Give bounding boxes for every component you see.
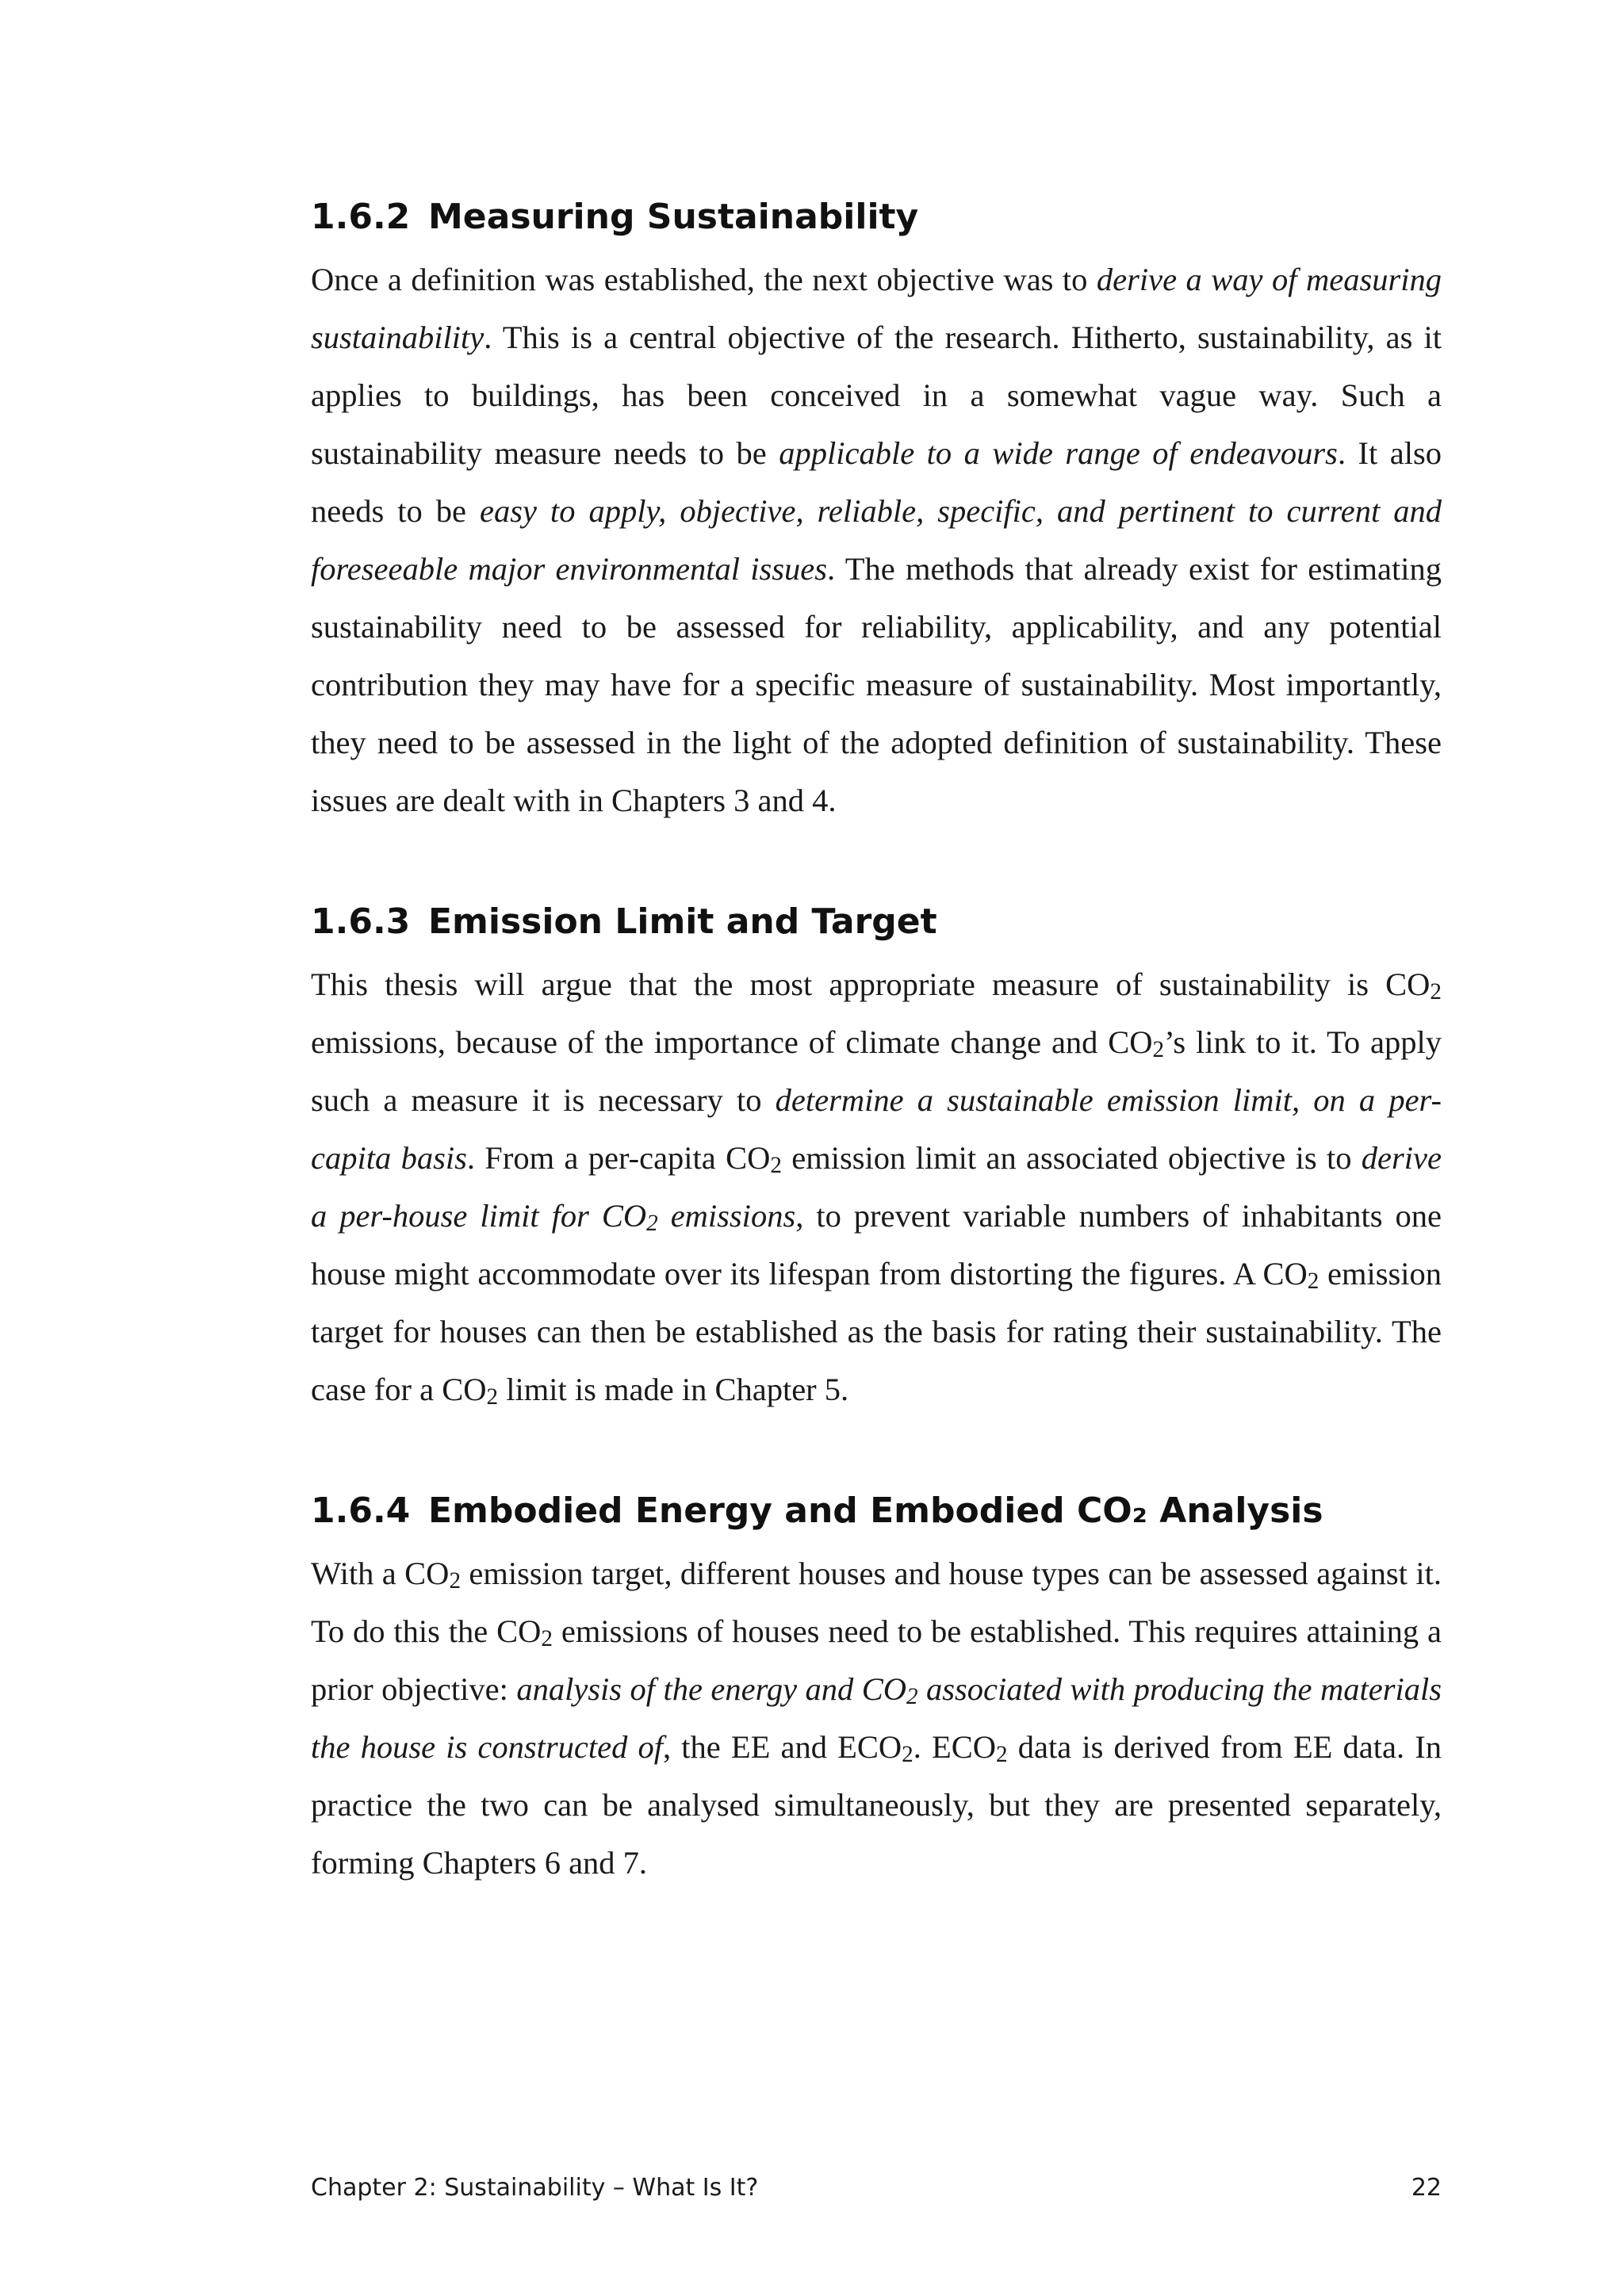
subscript-text: 2	[1430, 979, 1442, 1005]
text-run: emissions, because of the importance of climate change and CO	[311, 1024, 1153, 1060]
italic-text: derive a per-house limit for CO	[311, 1140, 1442, 1234]
section-number: 1.6.3	[311, 901, 411, 942]
page-footer	[311, 2172, 1442, 2204]
subscript-text: 2	[906, 1684, 918, 1710]
section-title: Emission Limit and Target	[428, 901, 937, 942]
footer-chapter-title: Chapter 2: Sustainability – What Is It?	[311, 2174, 759, 2202]
italic-text: emissions	[657, 1198, 796, 1234]
subscript-text: 2	[996, 1742, 1008, 1768]
section-title: Embodied Energy and Embodied CO₂ Analysis	[428, 1490, 1323, 1531]
section-1-6-4	[311, 1487, 1442, 1892]
text-run: , to prevent variable numbers of inhabitants one house might accommodate over its lifespan from distorting the figures. A CO	[311, 1198, 1442, 1292]
section-number: 1.6.2	[311, 197, 411, 237]
section-heading	[311, 1487, 1442, 1535]
text-run: emission target for houses can then be established as the basis for rating their sustainability. The case for a CO	[311, 1256, 1442, 1407]
subscript-text: 2	[486, 1384, 499, 1410]
italic-text: associated with producing the materials the house is constructed of	[311, 1671, 1442, 1765]
text-run: emissions of houses need to be established. This requires attaining a prior objective:	[311, 1613, 1442, 1707]
subscript-text: 2	[1307, 1269, 1320, 1295]
section-1-6-2	[311, 193, 1442, 829]
italic-text: applicable to a wide range of endeavours	[779, 435, 1338, 471]
text-run: . This is a central objective of the research. Hitherto, sustainability, as it applies to buildings, has been conceived in a somewhat vague way. Such a sustainability measure needs to be	[311, 320, 1442, 471]
subscript-text: 2	[646, 1211, 658, 1237]
text-run: . From a per-capita CO	[466, 1140, 771, 1176]
subscript-text: 2	[1152, 1037, 1165, 1063]
italic-text: derive a way of measuring sustainability	[311, 262, 1442, 355]
subscript-text: 2	[770, 1153, 782, 1179]
text-run: emission limit an associated objective is to	[781, 1140, 1362, 1176]
text-run: This thesis will argue that the most appropriate measure of sustainability is CO	[311, 966, 1431, 1002]
text-run: . The methods that already exist for estimating sustainability need to be assessed for reliability, applicability, and any potential contribution they may have for a specific measure of sustainability. Most importantly, they need to be assessed in the light of the adopted definition of sustainability. These issues are dealt with in Chapters 3 and 4.	[311, 551, 1442, 818]
section-1-6-3	[311, 898, 1442, 1418]
section-heading	[311, 898, 1442, 946]
section-paragraph	[311, 251, 1442, 829]
italic-text: determine a sustainable emission limit, on a per-capita basis	[311, 1082, 1442, 1176]
text-run: Once a definition was established, the next objective was to	[311, 262, 1097, 297]
section-title: Measuring Sustainability	[428, 197, 919, 237]
text-run: , the EE and ECO	[663, 1729, 902, 1765]
text-run: data is derived from EE data. In practice the two can be analysed simultaneously, but they are presented separately, forming Chapters 6 and 7.	[311, 1729, 1442, 1881]
section-number: 1.6.4	[311, 1490, 411, 1531]
italic-text: easy to apply, objective, reliable, specific, and pertinent to current and foreseeable major environmental issues	[311, 493, 1442, 587]
section-paragraph	[311, 955, 1442, 1418]
section-paragraph	[311, 1544, 1442, 1892]
text-run: limit is made in Chapter 5.	[498, 1372, 849, 1407]
italic-text: analysis of the energy and CO	[516, 1671, 906, 1707]
subscript-text: 2	[902, 1742, 914, 1768]
section-heading	[311, 193, 1442, 241]
text-run: . ECO	[913, 1729, 997, 1765]
text-run: . It also needs to be	[311, 435, 1442, 529]
subscript-text: 2	[449, 1568, 462, 1594]
text-run: emission target, different houses and house types can be assessed against it. To do this the CO	[311, 1556, 1442, 1649]
text-run: With a CO	[311, 1556, 450, 1591]
subscript-text: 2	[541, 1626, 553, 1652]
text-run: ’s link to it. To apply such a measure it is necessary to	[311, 1024, 1442, 1118]
page-number: 22	[1411, 2174, 1442, 2202]
